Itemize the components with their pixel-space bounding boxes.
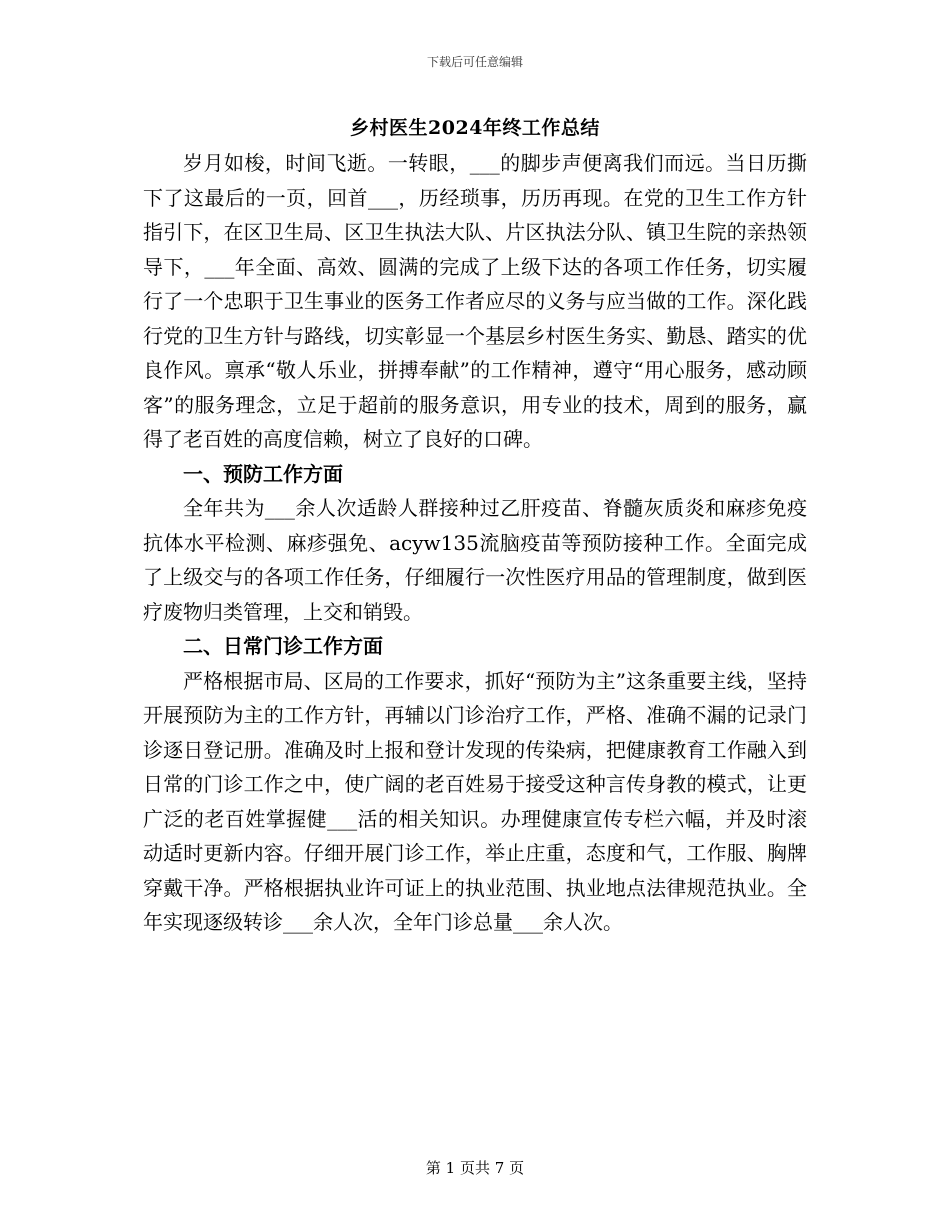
intro-paragraph: 岁月如梭，时间飞逝。一转眼，___的脚步声便离我们而远。当日历撕下了这最后的一页，回首___，历经琐事，历历再现。在党的卫生工作方针指引下，在区卫生局、区卫生执法大队、片区执法分队、镇卫生院的亲热领导下，___年全面、高效、圆满的完成了上级下达的各项工作任务，切实履行了一个忠职于卫生事业的医务工作者应尽的义务与应当做的工作。深化践行党的卫生方针与路线，切实彰显一个基层乡村医生务实、勤恳、踏实的优良作风。禀承“敬人乐业，拼搏奉献”的工作精神，遵守“用心服务，感动顾客”的服务理念，立足于超前的服务意识，用专业的技术，周到的服务，赢得了老百姓的高度信赖，树立了良好的口碑。: [143, 151, 807, 451]
document-body: [143, 146, 807, 940]
section-heading-prevention: 一、预防工作方面: [183, 461, 343, 486]
page-number: 第 1 页共 7 页: [425, 1159, 525, 1177]
document-title: 乡村医生2024年终工作总结: [350, 117, 600, 139]
section-paragraph-prevention: 全年共为___余人次适龄人群接种过乙肝疫苗、脊髓灰质炎和麻疹免疫抗体水平检测、麻疹强免、acyw135流脑疫苗等预防接种工作。全面完成了上级交与的各项工作任务，仔细履行一次性医疗用品的管理制度，做到医疗废物归类管理，上交和销毁。: [143, 496, 807, 624]
section-heading-outpatient: 二、日常门诊工作方面: [183, 634, 383, 658]
section-paragraph-outpatient: 严格根据市局、区局的工作要求，抓好“预防为主”这条重要主线，坚持开展预防为主的工作方针，再辅以门诊治疗工作，严格、准确不漏的记录门诊逐日登记册。准确及时上报和登计发现的传染病，把健康教育工作融入到日常的门诊工作之中，使广阔的老百姓易于接受这种言传身教的模式，让更广泛的老百姓掌握健___活的相关知识。办理健康宣传专栏六幅，并及时滚动适时更新内容。仔细开展门诊工作，举止庄重，态度和气，工作服、胸牌穿戴干净。严格根据执业许可证上的执业范围、执业地点法律规范执业。全年实现逐级转诊___余人次，全年门诊总量___余人次。: [143, 668, 807, 934]
page-header-note: 下载后可任意编辑: [426, 55, 523, 69]
